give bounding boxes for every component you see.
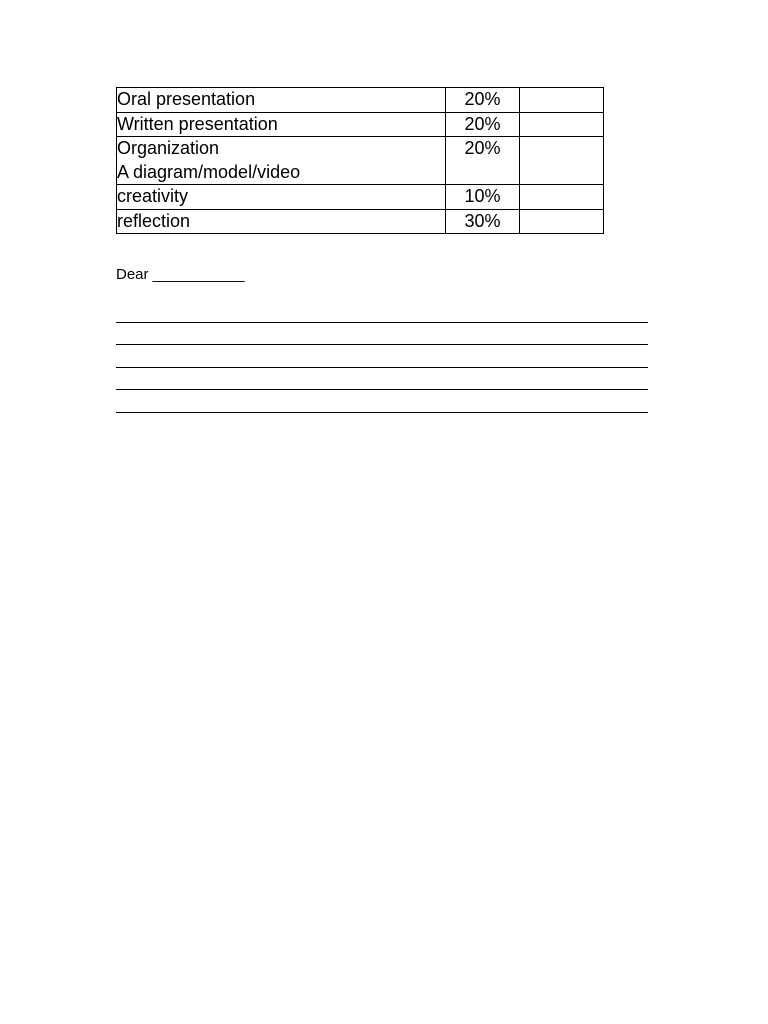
rubric-item [117, 88, 446, 113]
table-row [117, 185, 604, 210]
table-row [117, 88, 604, 113]
rubric-percent: 20% [446, 112, 520, 137]
rubric-item-label: reflection [117, 210, 191, 231]
rubric-percent: 10% [446, 185, 520, 210]
table-row [117, 137, 604, 185]
letter-writing-lines [116, 300, 648, 413]
rubric-score-cell[interactable] [520, 137, 604, 185]
grading-rubric-table [116, 87, 604, 234]
writing-line[interactable] [116, 323, 648, 346]
rubric-item-label: Written presentation [117, 113, 278, 134]
rubric-score-cell[interactable] [520, 209, 604, 234]
writing-line[interactable] [116, 368, 648, 391]
table-row [117, 112, 604, 137]
rubric-score-cell[interactable] [520, 185, 604, 210]
writing-line[interactable] [116, 300, 648, 323]
letter-salutation: Dear ___________ [116, 266, 245, 283]
rubric-item [117, 112, 446, 137]
table-row [117, 209, 604, 234]
rubric-score-cell[interactable] [520, 88, 604, 113]
rubric-item [117, 137, 446, 185]
rubric-item [117, 209, 446, 234]
rubric-score-cell[interactable] [520, 112, 604, 137]
writing-line[interactable] [116, 345, 648, 368]
rubric-item-label: Oral presentation [117, 89, 256, 109]
rubric-percent: 20% [446, 137, 520, 185]
rubric-item-label: Organization [117, 138, 220, 158]
writing-line[interactable] [116, 390, 648, 413]
rubric-percent: 30% [446, 209, 520, 234]
rubric-item-sublabel: A diagram/model/video [117, 161, 301, 182]
rubric-item [117, 185, 446, 210]
rubric-item-label: creativity [117, 186, 189, 206]
rubric-percent: 20% [446, 88, 520, 113]
